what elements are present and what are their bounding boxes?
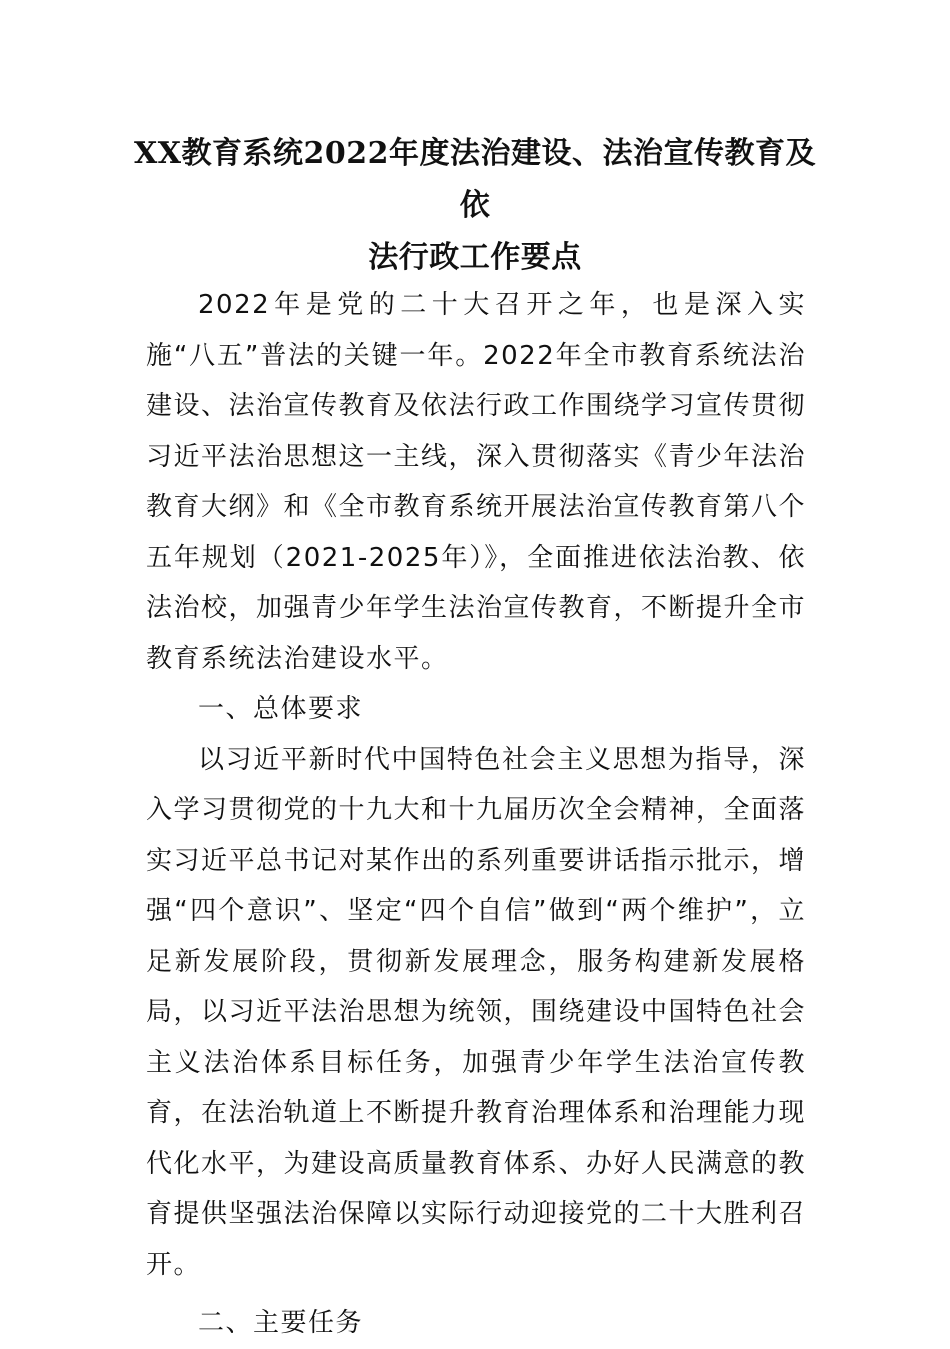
section-heading-2: 二、主要任务 — [198, 1308, 364, 1338]
title-line-2: 法行政工作要点 — [368, 240, 582, 275]
section-heading-1: 一、总体要求 — [198, 694, 364, 724]
title-line-1: XX教育系统2022年度法治建设、法治宣传教育及依 — [133, 136, 817, 223]
document-title — [120, 128, 830, 284]
document-body — [146, 280, 806, 1349]
intro-paragraph: 2022年是党的二十大召开之年，也是深入实施“八五”普法的关键一年。2022年全市教育系统法治建设、法治宣传教育及依法行政工作围绕学习宣传贯彻习近平法治思想这一主线，深入贯彻落实《青少年法治教育大纲》和《全市教育系统开展法治宣传教育第八个五年规划（2021-2025年）》，全面推进依法治教、依法治校，加强青少年学生法治宣传教育，不断提升全市教育系统法治建设水平。 — [146, 290, 807, 674]
section-1-paragraph: 以习近平新时代中国特色社会主义思想为指导，深入学习贯彻党的十九大和十九届历次全会精神，全面落实习近平总书记对某作出的系列重要讲话指示批示，增强“四个意识”、坚定“四个自信”做到“两个维护”，立足新发展阶段，贯彻新发展理念，服务构建新发展格局，以习近平法治思想为统领，围绕建设中国特色社会主义法治体系目标任务，加强青少年学生法治宣传教育，在法治轨道上不断提升教育治理体系和治理能力现代化水平，为建设高质量教育体系、办好人民满意的教育提供坚强法治保障以实际行动迎接党的二十大胜利召开。 — [146, 744, 807, 1280]
